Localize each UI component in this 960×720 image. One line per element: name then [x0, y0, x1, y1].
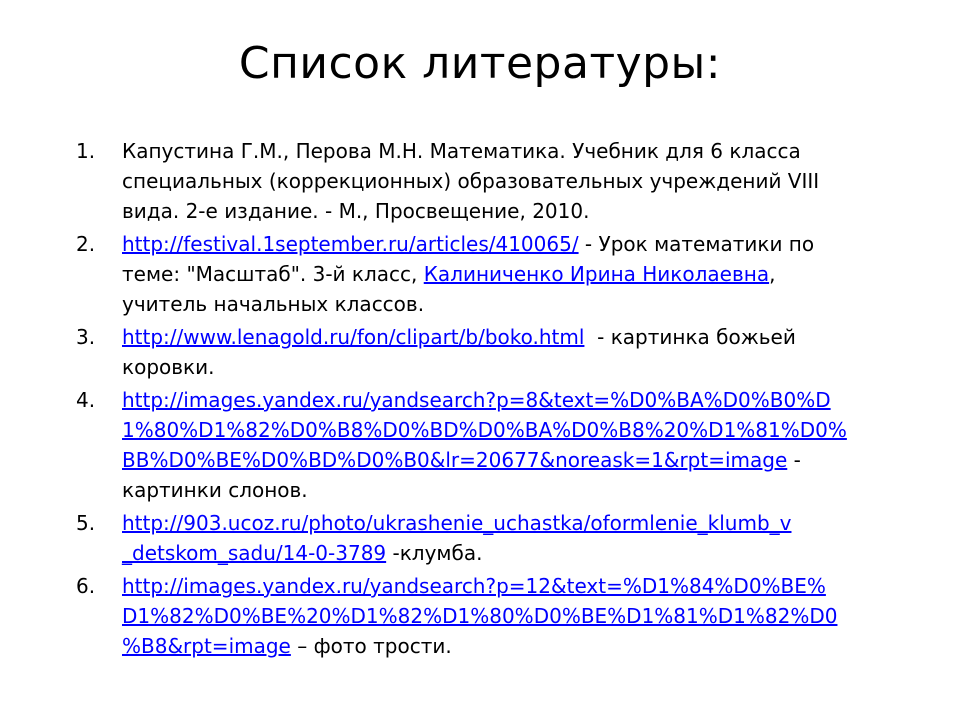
item-text — [122, 508, 888, 568]
ref-text: картинки слонов. — [122, 478, 308, 502]
ref-text: – фото трости. — [290, 634, 452, 658]
ref-text: - Урок математики по — [578, 232, 815, 256]
ref-text: вида. 2-е издание. - М., Просвещение, 2010. — [122, 199, 590, 223]
ucoz-link[interactable]: _detskom_sadu/14-0-3789 — [122, 541, 387, 565]
list-item — [76, 508, 888, 568]
item-number: 2. — [76, 232, 96, 256]
page-title: Список литературы: — [238, 38, 722, 89]
item-text — [122, 571, 888, 661]
ref-text: , — [769, 262, 776, 286]
ref-text: - картинка божьей — [584, 325, 796, 349]
item-text — [122, 385, 888, 505]
ref-text: специальных (коррекционных) образовательных учреждений VIII — [122, 169, 820, 193]
ref-text: учитель начальных классов. — [122, 292, 425, 316]
ucoz-link[interactable]: http://903.ucoz.ru/photo/ukrashenie_uchastka/oformlenie_klumb_v — [122, 511, 792, 535]
list-item — [76, 322, 888, 382]
yandex-elephants-link[interactable]: 1%80%D1%82%D0%B8%D0%BD%D0%BA%D0%B8%20%D1%81%D0% — [122, 418, 847, 442]
item-number: 5. — [76, 511, 96, 535]
yandex-cane-link[interactable]: D1%82%D0%BE%20%D1%82%D1%80%D0%BE%D1%81%D1%82%D0 — [122, 604, 838, 628]
item-text — [122, 229, 888, 319]
ref-text: -клумба. — [386, 541, 483, 565]
item-number: 3. — [76, 325, 96, 349]
lenagold-link[interactable]: http://www.lenagold.ru/fon/clipart/b/boko.html — [122, 325, 585, 349]
yandex-cane-link[interactable]: http://images.yandex.ru/yandsearch?p=12&text=%D1%84%D0%BE% — [122, 574, 826, 598]
item-text — [122, 136, 888, 226]
ref-text: теме: "Масштаб". 3-й класс, — [122, 262, 424, 286]
list-item — [76, 136, 888, 226]
list-item — [76, 229, 888, 319]
item-text — [122, 322, 888, 382]
ref-text: коровки. — [122, 355, 215, 379]
item-number: 1. — [76, 139, 96, 163]
yandex-elephants-link[interactable]: BB%D0%BE%D0%BD%D0%B0&lr=20677&noreask=1&rpt=image — [122, 448, 788, 472]
ref-text: - — [787, 448, 801, 472]
list-item — [76, 571, 888, 661]
item-number: 6. — [76, 574, 96, 598]
item-number: 4. — [76, 388, 96, 412]
yandex-elephants-link[interactable]: http://images.yandex.ru/yandsearch?p=8&text=%D0%BA%D0%B0%D — [122, 388, 831, 412]
reference-list — [76, 136, 888, 664]
ref-text: Капустина Г.М., Перова М.Н. Математика. Учебник для 6 класса — [122, 139, 801, 163]
author-link[interactable]: Калиниченко Ирина Николаевна — [423, 262, 770, 286]
festival-link[interactable]: http://festival.1september.ru/articles/410065/ — [122, 232, 579, 256]
yandex-cane-link[interactable]: %B8&rpt=image — [122, 634, 291, 658]
list-item — [76, 385, 888, 505]
